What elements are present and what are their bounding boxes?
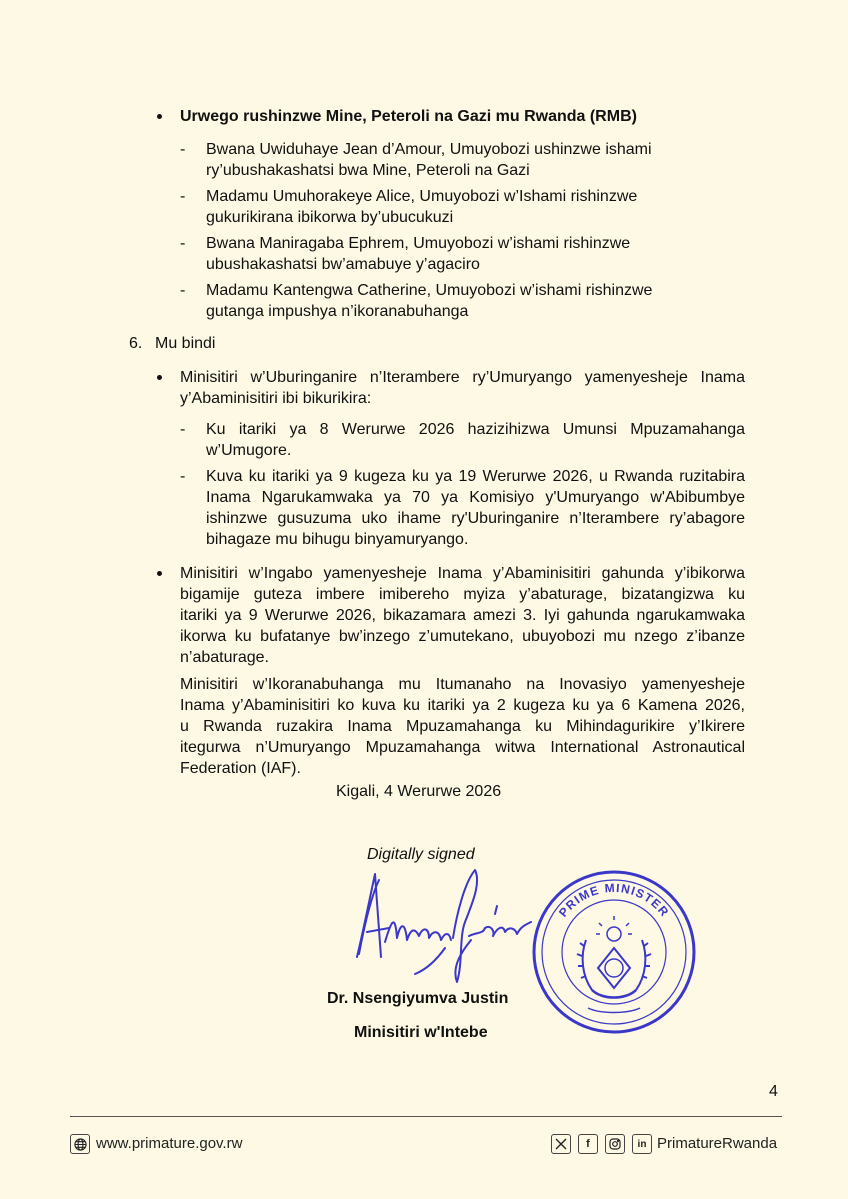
bullet2-line-5: n’abaturage.: [180, 649, 269, 666]
section-title: Mu bindi: [155, 335, 216, 352]
rmb-item-1-line-2: ry’ubushakashatsi bwa Mine, Peteroli na Gazi: [206, 162, 530, 179]
bullet2-line-2: bigamije guteza imbere imibereho myiza y’abaturage, bizatangizwa ku: [180, 586, 745, 603]
social-handle[interactable]: PrimatureRwanda: [657, 1135, 778, 1152]
place-date: Kigali, 4 Werurwe 2026: [336, 783, 502, 800]
bullet-marker: [157, 375, 162, 380]
bullet1-sub2-line-3: ishinzwe gusuzuma uko ihame ry'Uburinganire n’Iterambere ry’abagore: [206, 510, 745, 527]
digitally-signed-label: Digitally signed: [367, 846, 475, 863]
bullet1-sub2-line-1: Kuva ku itariki ya 9 kugeza ku ya 19 Werurwe 2026, u Rwanda ruzitabira: [206, 468, 745, 485]
footer-divider: [70, 1116, 782, 1117]
signatory-title: Minisitiri w'Intebe: [354, 1024, 488, 1041]
website-link[interactable]: www.primature.gov.rw: [96, 1135, 243, 1152]
bullet1-line-2: y’Abaminisitiri ibi bikurikira:: [180, 390, 372, 407]
dash-marker: -: [180, 282, 186, 299]
rmb-item-4-line-1: Madamu Kantengwa Catherine, Umuyobozi w’ishami rishinzwe: [206, 282, 653, 299]
bullet-marker: [157, 571, 162, 576]
rmb-item-2-line-2: gukurikirana ibikorwa by’ubucukuzi: [206, 209, 454, 226]
paragraph-line-5: Federation (IAF).: [180, 760, 301, 777]
dash-marker: -: [180, 188, 186, 205]
bullet1-sub2-line-4: bihagaze mu bihugu binyamuryango.: [206, 531, 469, 548]
bullet1-sub1-line-2: w’Umugore.: [206, 442, 292, 459]
rmb-item-3-line-2: ubushakashatsi bw’amabuye y’agaciro: [206, 256, 480, 273]
section-number: 6.: [129, 335, 143, 352]
facebook-icon[interactable]: f: [578, 1134, 598, 1154]
x-icon[interactable]: [551, 1134, 571, 1154]
globe-icon: [70, 1134, 90, 1154]
page-number: 4: [769, 1083, 778, 1100]
rmb-item-1-line-1: Bwana Uwiduhaye Jean d’Amour, Umuyobozi ushinzwe ishami: [206, 141, 652, 158]
bullet1-sub2-line-2: Inama Ngarukamwaka ya 70 ya Komisiyo y'Umuryango w'Abibumbye: [206, 489, 745, 506]
paragraph-line-1: Minisitiri w’Ikoranabuhanga mu Itumanaho na Inovasiyo yamenyesheje: [180, 676, 745, 693]
bullet-marker: [157, 114, 162, 119]
dash-marker: -: [180, 421, 186, 438]
bullet2-line-1: Minisitiri w’Ingabo yamenyesheje Inama y’Abaminisitiri gahunda y’ibikorwa: [180, 565, 745, 582]
bullet1-line-1: Minisitiri w’Uburinganire n’Iterambere ry’Umuryango yamenyesheje Inama: [180, 369, 745, 386]
rmb-item-2-line-1: Madamu Umuhorakeye Alice, Umuyobozi w’Ishami rishinzwe: [206, 188, 638, 205]
dash-marker: -: [180, 141, 186, 158]
dash-marker: -: [180, 468, 186, 485]
handwritten-signature: [345, 862, 545, 992]
rmb-item-3-line-1: Bwana Maniragaba Ephrem, Umuyobozi w’ishami rishinzwe: [206, 235, 631, 252]
svg-text:PRIME MINISTER: PRIME MINISTER: [555, 880, 672, 920]
instagram-icon[interactable]: [605, 1134, 625, 1154]
paragraph-line-2: Inama y’Abaminisitiri ko kuva ku itariki ya 2 kugeza ku ya 6 Kamena 2026,: [180, 697, 745, 714]
section-heading-rmb: Urwego rushinzwe Mine, Peteroli na Gazi mu Rwanda (RMB): [180, 108, 637, 125]
bullet1-sub1-line-1: Ku itariki ya 8 Werurwe 2026 hazizihizwa Umunsi Mpuzamahanga: [206, 421, 745, 438]
bullet2-line-3: itariki ya 9 Werurwe 2026, bikazamara amezi 3. Iyi gahunda ngarukamwaka: [180, 607, 745, 624]
bullet2-line-4: ikorwa ku bufatanye bw’inzego z’umutekano, ubuyobozi mu nzego z’ibanze: [180, 628, 745, 645]
dash-marker: -: [180, 235, 186, 252]
rmb-item-4-line-2: gutanga impushya n’ikoranabuhanga: [206, 303, 469, 320]
signatory-name: Dr. Nsengiyumva Justin: [327, 990, 509, 1007]
paragraph-line-3: u Rwanda ruzakira Inama Mpuzamahanga ku Mihindagurikire y’Ikirere: [180, 718, 745, 735]
paragraph-line-4: itegurwa n’Umuryango Mpuzamahanga witwa International Astronautical: [180, 739, 745, 756]
linkedin-icon[interactable]: in: [632, 1134, 652, 1154]
prime-minister-stamp: [530, 868, 698, 1036]
